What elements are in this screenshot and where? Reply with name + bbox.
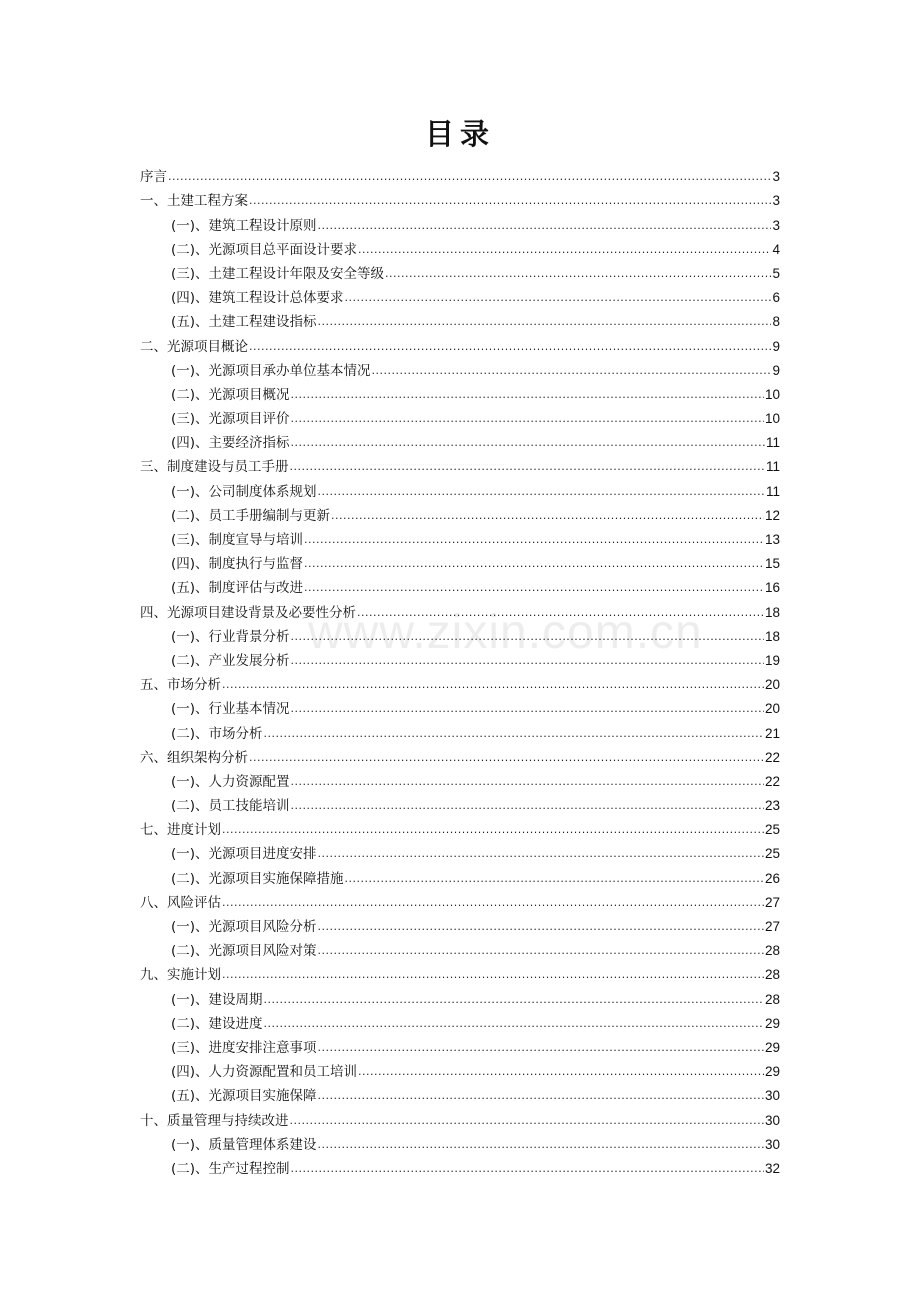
toc-page-number: 3 bbox=[772, 193, 780, 209]
toc-entry[interactable] bbox=[140, 573, 780, 597]
toc-leader-dots bbox=[264, 991, 764, 1009]
toc-entry[interactable] bbox=[140, 428, 780, 452]
toc-entry-label: (三)、光源项目评价 bbox=[171, 411, 290, 428]
toc-page-number: 13 bbox=[764, 532, 780, 547]
toc-page-number: 30 bbox=[764, 1088, 780, 1104]
toc-entry[interactable] bbox=[140, 791, 780, 815]
toc-entry[interactable] bbox=[140, 380, 780, 404]
toc-entry[interactable] bbox=[140, 259, 780, 283]
toc-page-number: 11 bbox=[765, 459, 780, 475]
toc-entry-label: (五)、制度评估与改进 bbox=[171, 580, 304, 597]
toc-entry-label: (二)、建设进度 bbox=[171, 1015, 263, 1032]
toc-page-number: 25 bbox=[764, 822, 780, 838]
toc-leader-dots bbox=[291, 773, 764, 791]
toc-entry[interactable] bbox=[140, 1130, 780, 1154]
toc-entry[interactable] bbox=[140, 597, 780, 621]
toc-entry[interactable] bbox=[140, 331, 780, 355]
toc-page-number: 6 bbox=[772, 290, 780, 306]
toc-entry[interactable] bbox=[140, 863, 780, 887]
toc-page-number: 28 bbox=[764, 967, 780, 983]
toc-leader-dots bbox=[249, 192, 771, 210]
toc-entry-label: (一)、建设周期 bbox=[171, 991, 263, 1008]
toc-title: 目录 bbox=[424, 117, 495, 151]
toc-leader-dots bbox=[345, 870, 764, 888]
toc-entry-label: (二)、市场分析 bbox=[171, 725, 263, 742]
toc-entry-label: (四)、主要经济指标 bbox=[171, 435, 290, 452]
toc-entry[interactable] bbox=[140, 767, 780, 791]
toc-leader-dots bbox=[318, 483, 765, 501]
toc-entry[interactable] bbox=[140, 670, 780, 694]
toc-entry[interactable] bbox=[140, 912, 780, 936]
toc-entry-label: 序言 bbox=[140, 169, 167, 186]
toc-page-number: 20 bbox=[764, 701, 780, 717]
toc-entry[interactable] bbox=[140, 283, 780, 307]
toc-page-number: 22 bbox=[764, 773, 780, 789]
toc-leader-dots bbox=[304, 579, 764, 597]
toc-entry-label: (一)、人力资源配置 bbox=[171, 773, 290, 790]
toc-page-number: 18 bbox=[764, 628, 780, 644]
toc-leader-dots bbox=[358, 1063, 764, 1081]
toc-entry[interactable] bbox=[140, 694, 780, 718]
toc-page-number: 8 bbox=[772, 314, 780, 330]
toc-leader-dots bbox=[318, 313, 772, 331]
toc-page-number: 20 bbox=[764, 677, 780, 693]
toc-leader-dots bbox=[345, 289, 772, 307]
toc-page-number: 21 bbox=[764, 725, 780, 741]
toc-leader-dots bbox=[264, 1015, 764, 1033]
toc-leader-dots bbox=[222, 821, 764, 839]
toc-entry[interactable] bbox=[140, 525, 780, 549]
toc-entry-label: (二)、光源项目总平面设计要求 bbox=[171, 241, 358, 258]
toc-page-number: 5 bbox=[772, 265, 780, 281]
toc-entry-label: (一)、光源项目风险分析 bbox=[171, 919, 317, 935]
toc-entry-label: (二)、员工技能培训 bbox=[171, 798, 290, 815]
toc-leader-dots bbox=[318, 845, 764, 863]
toc-entry[interactable] bbox=[140, 984, 780, 1008]
toc-entry-label: 三、制度建设与员工手册 bbox=[140, 459, 289, 476]
toc-page-number: 3 bbox=[772, 217, 780, 233]
toc-entry[interactable] bbox=[140, 718, 780, 742]
toc-leader-dots bbox=[372, 362, 772, 380]
toc-entry-label: 六、组织架构分析 bbox=[140, 749, 248, 766]
toc-entry[interactable] bbox=[140, 1009, 780, 1033]
toc-entry[interactable] bbox=[140, 1033, 780, 1057]
toc-entry[interactable] bbox=[140, 743, 780, 767]
toc-entry[interactable] bbox=[140, 815, 780, 839]
toc-page-number: 11 bbox=[765, 483, 780, 499]
toc-leader-dots bbox=[291, 434, 765, 452]
toc-entry-label: (二)、产业发展分析 bbox=[171, 652, 290, 669]
toc-leader-dots bbox=[249, 749, 764, 767]
toc-entry[interactable] bbox=[140, 501, 780, 525]
toc-leader-dots bbox=[291, 1160, 764, 1178]
toc-entry-label: (一)、建筑工程设计原则 bbox=[171, 217, 317, 234]
toc-entry[interactable] bbox=[140, 356, 780, 380]
toc-entry-label: 四、光源项目建设背景及必要性分析 bbox=[140, 604, 356, 621]
toc-entry[interactable] bbox=[140, 404, 780, 428]
toc-entry[interactable] bbox=[140, 1154, 780, 1178]
toc-page-number: 10 bbox=[764, 386, 780, 402]
toc-entry[interactable] bbox=[140, 549, 780, 573]
toc-leader-dots bbox=[318, 942, 764, 960]
toc-page-number: 4 bbox=[772, 241, 780, 257]
toc-page-number: 30 bbox=[764, 1136, 780, 1152]
toc-page-number: 29 bbox=[764, 1039, 780, 1055]
toc-leader-dots bbox=[168, 168, 771, 186]
toc-leader-dots bbox=[318, 1136, 764, 1154]
toc-page-number: 28 bbox=[764, 943, 780, 959]
toc-page-number: 18 bbox=[764, 604, 780, 620]
toc-entry-label: (三)、制度宣导与培训 bbox=[171, 532, 304, 548]
toc-page-number: 23 bbox=[764, 798, 780, 814]
toc-page-number: 9 bbox=[772, 338, 780, 354]
toc-entry[interactable] bbox=[140, 888, 780, 912]
toc-entry[interactable] bbox=[140, 162, 780, 186]
toc-entry-label: 九、实施计划 bbox=[140, 967, 221, 984]
toc-entry[interactable] bbox=[140, 936, 780, 960]
toc-leader-dots bbox=[291, 652, 764, 670]
watermark: www.zixin.com.cn bbox=[308, 606, 703, 659]
toc-entry[interactable] bbox=[140, 476, 780, 500]
toc-entry[interactable] bbox=[140, 1057, 780, 1081]
toc-page-number: 32 bbox=[764, 1160, 780, 1176]
toc-entry-label: (四)、人力资源配置和员工培训 bbox=[171, 1064, 358, 1081]
toc-entry-label: (一)、行业背景分析 bbox=[171, 628, 290, 645]
toc-page-number: 9 bbox=[772, 362, 780, 378]
toc-entry-label: 二、光源项目概论 bbox=[140, 338, 248, 355]
toc-page-number: 29 bbox=[764, 1015, 780, 1031]
toc-leader-dots bbox=[358, 241, 771, 259]
toc-entry-label: (四)、制度执行与监督 bbox=[171, 556, 304, 573]
toc-entry-label: (三)、进度安排注意事项 bbox=[171, 1039, 317, 1056]
toc-leader-dots bbox=[249, 338, 771, 356]
toc-leader-dots bbox=[291, 797, 764, 815]
toc-entry-label: (一)、光源项目进度安排 bbox=[171, 846, 317, 863]
toc-leader-dots bbox=[291, 700, 764, 718]
toc-entry[interactable] bbox=[140, 210, 780, 234]
toc-entry-label: (一)、光源项目承办单位基本情况 bbox=[171, 362, 371, 379]
toc-entry-label: 十、质量管理与持续改进 bbox=[140, 1112, 289, 1129]
toc-leader-dots bbox=[264, 725, 764, 743]
toc-page-number: 28 bbox=[764, 991, 780, 1007]
toc-entry[interactable] bbox=[140, 839, 780, 863]
toc-entry-label: (五)、土建工程建设指标 bbox=[171, 314, 317, 331]
toc-page-number: 12 bbox=[764, 507, 780, 523]
toc-entry[interactable] bbox=[140, 452, 780, 476]
toc-leader-dots bbox=[290, 458, 765, 476]
toc-page-number: 22 bbox=[764, 749, 780, 765]
toc-leader-dots bbox=[222, 966, 764, 984]
toc-leader-dots bbox=[318, 1039, 764, 1057]
toc-leader-dots bbox=[291, 410, 764, 428]
toc-entry-label: (五)、光源项目实施保障 bbox=[171, 1088, 317, 1105]
toc-entry-label: 一、土建工程方案 bbox=[140, 193, 248, 210]
toc-leader-dots bbox=[291, 386, 764, 404]
toc-leader-dots bbox=[304, 531, 764, 549]
toc-entry-label: (一)、公司制度体系规划 bbox=[171, 483, 317, 500]
toc-entry-label: (二)、光源项目概况 bbox=[171, 386, 290, 403]
toc-leader-dots bbox=[222, 676, 764, 694]
toc-page-number: 16 bbox=[764, 580, 780, 596]
toc-entry-label: (一)、质量管理体系建设 bbox=[171, 1136, 317, 1153]
toc-page-number: 30 bbox=[764, 1112, 780, 1128]
toc-leader-dots bbox=[291, 628, 764, 646]
toc-entry-label: (四)、建筑工程设计总体要求 bbox=[171, 290, 344, 307]
toc-entry-label: (二)、光源项目风险对策 bbox=[171, 943, 317, 960]
toc-entry[interactable] bbox=[140, 235, 780, 259]
toc-leader-dots bbox=[357, 604, 764, 622]
toc-entry-label: 五、市场分析 bbox=[140, 677, 221, 694]
table-of-contents bbox=[140, 162, 780, 1178]
toc-leader-dots bbox=[318, 1087, 764, 1105]
toc-leader-dots bbox=[222, 894, 764, 912]
toc-entry[interactable] bbox=[140, 1081, 780, 1105]
toc-entry[interactable] bbox=[140, 307, 780, 331]
toc-leader-dots bbox=[318, 918, 764, 936]
toc-page-number: 25 bbox=[764, 846, 780, 862]
toc-page-number: 27 bbox=[764, 919, 780, 934]
toc-leader-dots bbox=[385, 265, 771, 283]
toc-entry[interactable] bbox=[140, 1105, 780, 1129]
toc-entry-label: (二)、员工手册编制与更新 bbox=[171, 507, 331, 524]
toc-entry[interactable] bbox=[140, 960, 780, 984]
toc-page-number: 26 bbox=[764, 870, 780, 886]
toc-page-number: 19 bbox=[764, 652, 780, 668]
toc-entry[interactable] bbox=[140, 622, 780, 646]
toc-page-number: 3 bbox=[772, 169, 780, 185]
toc-page-number: 10 bbox=[764, 411, 780, 427]
toc-entry[interactable] bbox=[140, 646, 780, 670]
toc-leader-dots bbox=[318, 217, 772, 235]
toc-leader-dots bbox=[290, 1112, 764, 1130]
toc-page-number: 29 bbox=[764, 1064, 780, 1080]
toc-page-number: 15 bbox=[764, 556, 780, 572]
toc-entry-label: (三)、土建工程设计年限及安全等级 bbox=[171, 265, 385, 282]
toc-entry-label: (二)、光源项目实施保障措施 bbox=[171, 870, 344, 887]
toc-leader-dots bbox=[331, 507, 764, 525]
toc-entry-label: 八、风险评估 bbox=[140, 894, 221, 911]
toc-entry-label: 七、进度计划 bbox=[140, 822, 221, 839]
toc-entry-label: (二)、生产过程控制 bbox=[171, 1160, 290, 1177]
toc-entry[interactable] bbox=[140, 186, 780, 210]
toc-entry-label: (一)、行业基本情况 bbox=[171, 701, 290, 718]
toc-page-number: 11 bbox=[765, 435, 780, 451]
toc-leader-dots bbox=[304, 555, 764, 573]
toc-page-number: 27 bbox=[764, 894, 780, 910]
